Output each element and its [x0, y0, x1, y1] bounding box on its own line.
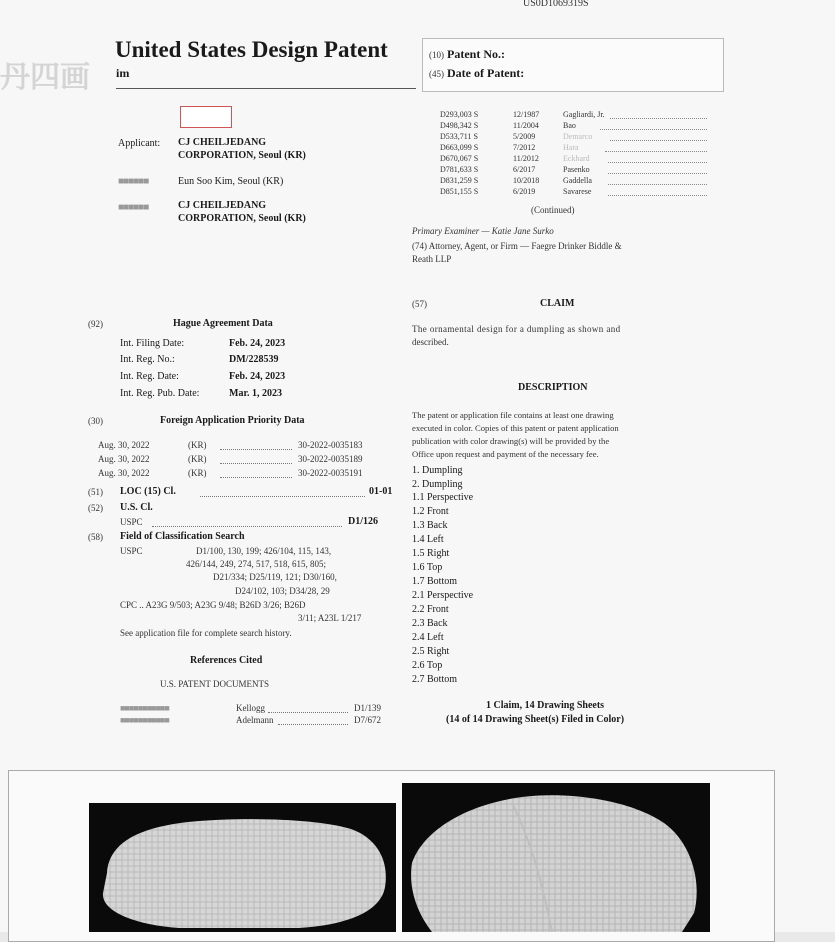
- field-line: 426/144, 249, 274, 517, 518, 615, 805;: [186, 559, 327, 569]
- leader-dots: [608, 184, 707, 185]
- figure-desc: Front: [427, 506, 449, 517]
- figure-item: [412, 562, 442, 573]
- ref-name: Adelmann: [236, 715, 274, 725]
- figure-num: 1.4: [412, 534, 425, 545]
- ref-name: Savarese: [563, 187, 592, 196]
- us-code: (52): [88, 503, 103, 513]
- ref-date: 11/2004: [513, 121, 539, 130]
- ref-number: D851,155 S: [440, 187, 479, 196]
- field-code: (58): [88, 532, 103, 542]
- claim-text2: described.: [412, 337, 449, 347]
- ref-number: D498,342 S: [440, 121, 479, 130]
- figure-num: 2.2: [412, 604, 425, 615]
- applicant-name1: CJ CHEILJEDANG: [178, 137, 267, 148]
- figure-desc: Right: [427, 548, 450, 559]
- foreign-date: Aug. 30, 2022: [98, 454, 150, 464]
- figure-num: 1.6: [412, 562, 425, 573]
- figure-item: [412, 506, 449, 517]
- applicant-label: Applicant:: [118, 138, 161, 149]
- attorney-line1: (74) Attorney, Agent, or Firm — Faegre Drinker Biddle &: [412, 241, 622, 251]
- leader-dots: [152, 526, 342, 527]
- foreign-country: (KR): [188, 454, 207, 464]
- page-title: United States Design Patent: [115, 37, 388, 62]
- summary-claims: 1 Claim, 14 Drawing Sheets: [486, 700, 605, 711]
- hague-label: Int. Reg. Pub. Date:: [120, 388, 200, 399]
- ref-name: Hara: [563, 143, 579, 152]
- foreign-number: 30-2022-0035189: [298, 454, 363, 464]
- figure-num: 1.7: [412, 576, 425, 587]
- leader-dots: [220, 449, 292, 450]
- figure-num: 1.3: [412, 520, 425, 531]
- ref-name: Demarco: [563, 132, 593, 141]
- figure-item: [412, 465, 463, 476]
- foreign-number: 30-2022-0035183: [298, 440, 363, 450]
- ref-name: Gagliardi, Jr.: [563, 110, 605, 119]
- foreign-title: Foreign Application Priority Data: [160, 415, 305, 426]
- figure-item: [412, 520, 448, 531]
- figure-num: 1.5: [412, 548, 425, 559]
- ref-number: D781,633 S: [440, 165, 479, 174]
- figure-item: [412, 534, 444, 545]
- claim-text1: The ornamental design for a dumpling as shown and: [412, 324, 621, 334]
- figure-item: [412, 618, 448, 629]
- leader-dots: [600, 129, 707, 130]
- field-label: Field of Classification Search: [120, 531, 245, 542]
- assignee-name2: CORPORATION, Seoul (KR): [178, 213, 306, 224]
- date-row: [429, 66, 524, 81]
- figure-num: 1.2: [412, 506, 425, 517]
- figure-item: [412, 660, 442, 671]
- figure-num: 2.1: [412, 590, 425, 601]
- figure-item: [412, 492, 473, 503]
- ref-number: D293,003 S: [440, 110, 479, 119]
- figure-desc: Bottom: [427, 674, 458, 685]
- dumpling-figure-front: [89, 803, 396, 932]
- inventor-code: ■■■■■■: [118, 176, 149, 187]
- field-line: CPC .. A23G 9/503; A23G 9/48; B26D 3/26; B26D: [120, 600, 306, 610]
- figure-desc: Top: [426, 660, 443, 671]
- leader-dots: [278, 724, 348, 725]
- refs-continued: (Continued): [531, 205, 575, 215]
- hague-label: Int. Filing Date:: [120, 338, 185, 349]
- figure-desc: Left: [427, 632, 444, 643]
- hague-value: Feb. 24, 2023: [229, 338, 286, 349]
- patent-no-code: (10): [429, 50, 444, 60]
- hague-title: Hague Agreement Data: [173, 318, 273, 329]
- field-line: 3/11; A23L 1/217: [298, 613, 362, 623]
- uspc-value: D1/126: [348, 516, 378, 527]
- foreign-date: Aug. 30, 2022: [98, 440, 150, 450]
- patent-no-row: [429, 47, 505, 62]
- description-title: DESCRIPTION: [518, 382, 588, 393]
- claim-code: (57): [412, 299, 427, 309]
- leader-dots: [200, 496, 365, 497]
- claim-title: CLAIM: [540, 298, 575, 309]
- figure-num: 2.: [412, 479, 420, 490]
- ref-number-redacted: ■■■■■■■■■■■: [120, 715, 169, 725]
- us-label: U.S. Cl.: [120, 502, 153, 513]
- leader-dots: [220, 477, 292, 478]
- hague-label: Int. Reg. No.:: [120, 354, 175, 365]
- figure-desc: Left: [427, 534, 444, 545]
- dumpling-image: [89, 803, 396, 932]
- patent-no-label: Patent No.:: [447, 47, 505, 61]
- figure-item: [412, 646, 449, 657]
- figure-item: [412, 576, 457, 587]
- ref-name: Gaddella: [563, 176, 592, 185]
- description-line: The patent or application file contains at least one drawing: [412, 410, 614, 420]
- field-line: D24/102, 103; D34/28, 29: [235, 586, 330, 596]
- figure-item: [412, 674, 457, 685]
- foreign-country: (KR): [188, 440, 207, 450]
- ref-number-redacted: ■■■■■■■■■■■: [120, 703, 169, 713]
- primary-examiner: Primary Examiner — Katie Jane Surko: [412, 226, 554, 236]
- dumpling-figure-perspective: [402, 783, 710, 932]
- summary-sheets: (14 of 14 Drawing Sheet(s) Filed in Color): [446, 714, 625, 725]
- title-rule: [116, 88, 416, 89]
- figure-desc: Perspective: [427, 590, 474, 601]
- ref-name: Pasenko: [563, 165, 590, 174]
- patent-info-box: [422, 38, 724, 92]
- ref-number: D670,067 S: [440, 154, 479, 163]
- leader-dots: [268, 712, 348, 713]
- leader-dots: [608, 195, 707, 196]
- ref-date: 10/2018: [513, 176, 540, 185]
- field-line: D1/100, 130, 199; 426/104, 115, 143,: [196, 546, 332, 556]
- description-line: executed in color. Copies of this patent or patent application: [412, 423, 619, 433]
- ref-class: D7/672: [354, 715, 381, 725]
- uspc-label: USPC: [120, 517, 143, 527]
- refs-subtitle: U.S. PATENT DOCUMENTS: [160, 679, 270, 689]
- figure-desc: Dumpling: [422, 465, 463, 476]
- leader-dots: [605, 151, 707, 152]
- loc-code: (51): [88, 487, 103, 497]
- leader-dots: [610, 118, 707, 119]
- field-line: D21/334; D25/119, 121; D30/160,: [213, 572, 337, 582]
- leader-dots: [608, 162, 707, 163]
- field-uspc: USPC: [120, 546, 143, 556]
- figure-num: 1.: [412, 465, 420, 476]
- hague-value: Feb. 24, 2023: [229, 371, 286, 382]
- leader-dots: [220, 463, 292, 464]
- figure-num: 2.4: [412, 632, 425, 643]
- dumpling-image: [402, 783, 710, 932]
- search-history-note: See application file for complete search history.: [120, 628, 292, 638]
- leader-dots: [608, 173, 707, 174]
- hague-code: (92): [88, 319, 103, 329]
- figure-desc: Back: [427, 618, 448, 629]
- ref-number: D533,711 S: [440, 132, 478, 141]
- figure-desc: Right: [427, 646, 450, 657]
- assignee-name1: CJ CHEILJEDANG: [178, 200, 267, 211]
- inventor-short: im: [116, 66, 130, 80]
- figure-item: [412, 479, 463, 490]
- ref-number: D831,259 S: [440, 176, 479, 185]
- figure-item: [412, 548, 449, 559]
- inventor-name: Eun Soo Kim, Seoul (KR): [178, 176, 284, 187]
- ref-date: 6/2017: [513, 165, 536, 174]
- hague-label: Int. Reg. Date:: [120, 371, 179, 382]
- date-label: Date of Patent:: [447, 66, 525, 80]
- foreign-country: (KR): [188, 468, 207, 478]
- foreign-number: 30-2022-0035191: [298, 468, 363, 478]
- figure-item: [412, 632, 444, 643]
- ref-date: 12/1987: [513, 110, 540, 119]
- applicant-name2: CORPORATION, Seoul (KR): [178, 150, 306, 161]
- figure-desc: Perspective: [427, 492, 474, 503]
- loc-label: LOC (15) Cl.: [120, 486, 176, 497]
- ref-date: 7/2012: [513, 143, 536, 152]
- attorney-line2: Reath LLP: [412, 254, 452, 264]
- ref-name: Kellogg: [236, 703, 265, 713]
- loc-value: 01-01: [369, 486, 393, 497]
- figure-desc: Dumpling: [422, 479, 463, 490]
- refs-title: References Cited: [190, 655, 263, 666]
- figure-item: [412, 590, 473, 601]
- figure-desc: Bottom: [427, 576, 458, 587]
- ref-date: 11/2012: [513, 154, 539, 163]
- description-line: publication with color drawing(s) will be provided by the: [412, 436, 610, 446]
- figure-num: 2.5: [412, 646, 425, 657]
- leader-dots: [610, 140, 707, 141]
- assignee-code: ■■■■■■: [118, 202, 149, 213]
- figure-num: 2.7: [412, 674, 425, 685]
- ref-date: 5/2009: [513, 132, 536, 141]
- date-code: (45): [429, 69, 444, 79]
- ref-class: D1/139: [354, 703, 381, 713]
- description-line: Office upon request and payment of the necessary fee.: [412, 449, 599, 459]
- figure-desc: Back: [427, 520, 448, 531]
- ref-name: Eckhard: [563, 154, 590, 163]
- redaction-box: [180, 106, 232, 128]
- doc-number: US0D1069319S: [523, 0, 589, 9]
- hague-value: Mar. 1, 2023: [229, 388, 282, 399]
- figure-num: 1.1: [412, 492, 425, 503]
- ref-name: Bao: [563, 121, 576, 130]
- ref-number: D663,099 S: [440, 143, 479, 152]
- figure-item: [412, 604, 449, 615]
- hague-value: DM/228539: [229, 354, 279, 365]
- figure-num: 2.3: [412, 618, 425, 629]
- figure-desc: Front: [427, 604, 449, 615]
- ref-date: 6/2019: [513, 187, 536, 196]
- figure-desc: Top: [426, 562, 443, 573]
- foreign-code: (30): [88, 416, 103, 426]
- watermark-logo: 丹四画: [0, 60, 90, 95]
- figure-num: 2.6: [412, 660, 425, 671]
- foreign-date: Aug. 30, 2022: [98, 468, 150, 478]
